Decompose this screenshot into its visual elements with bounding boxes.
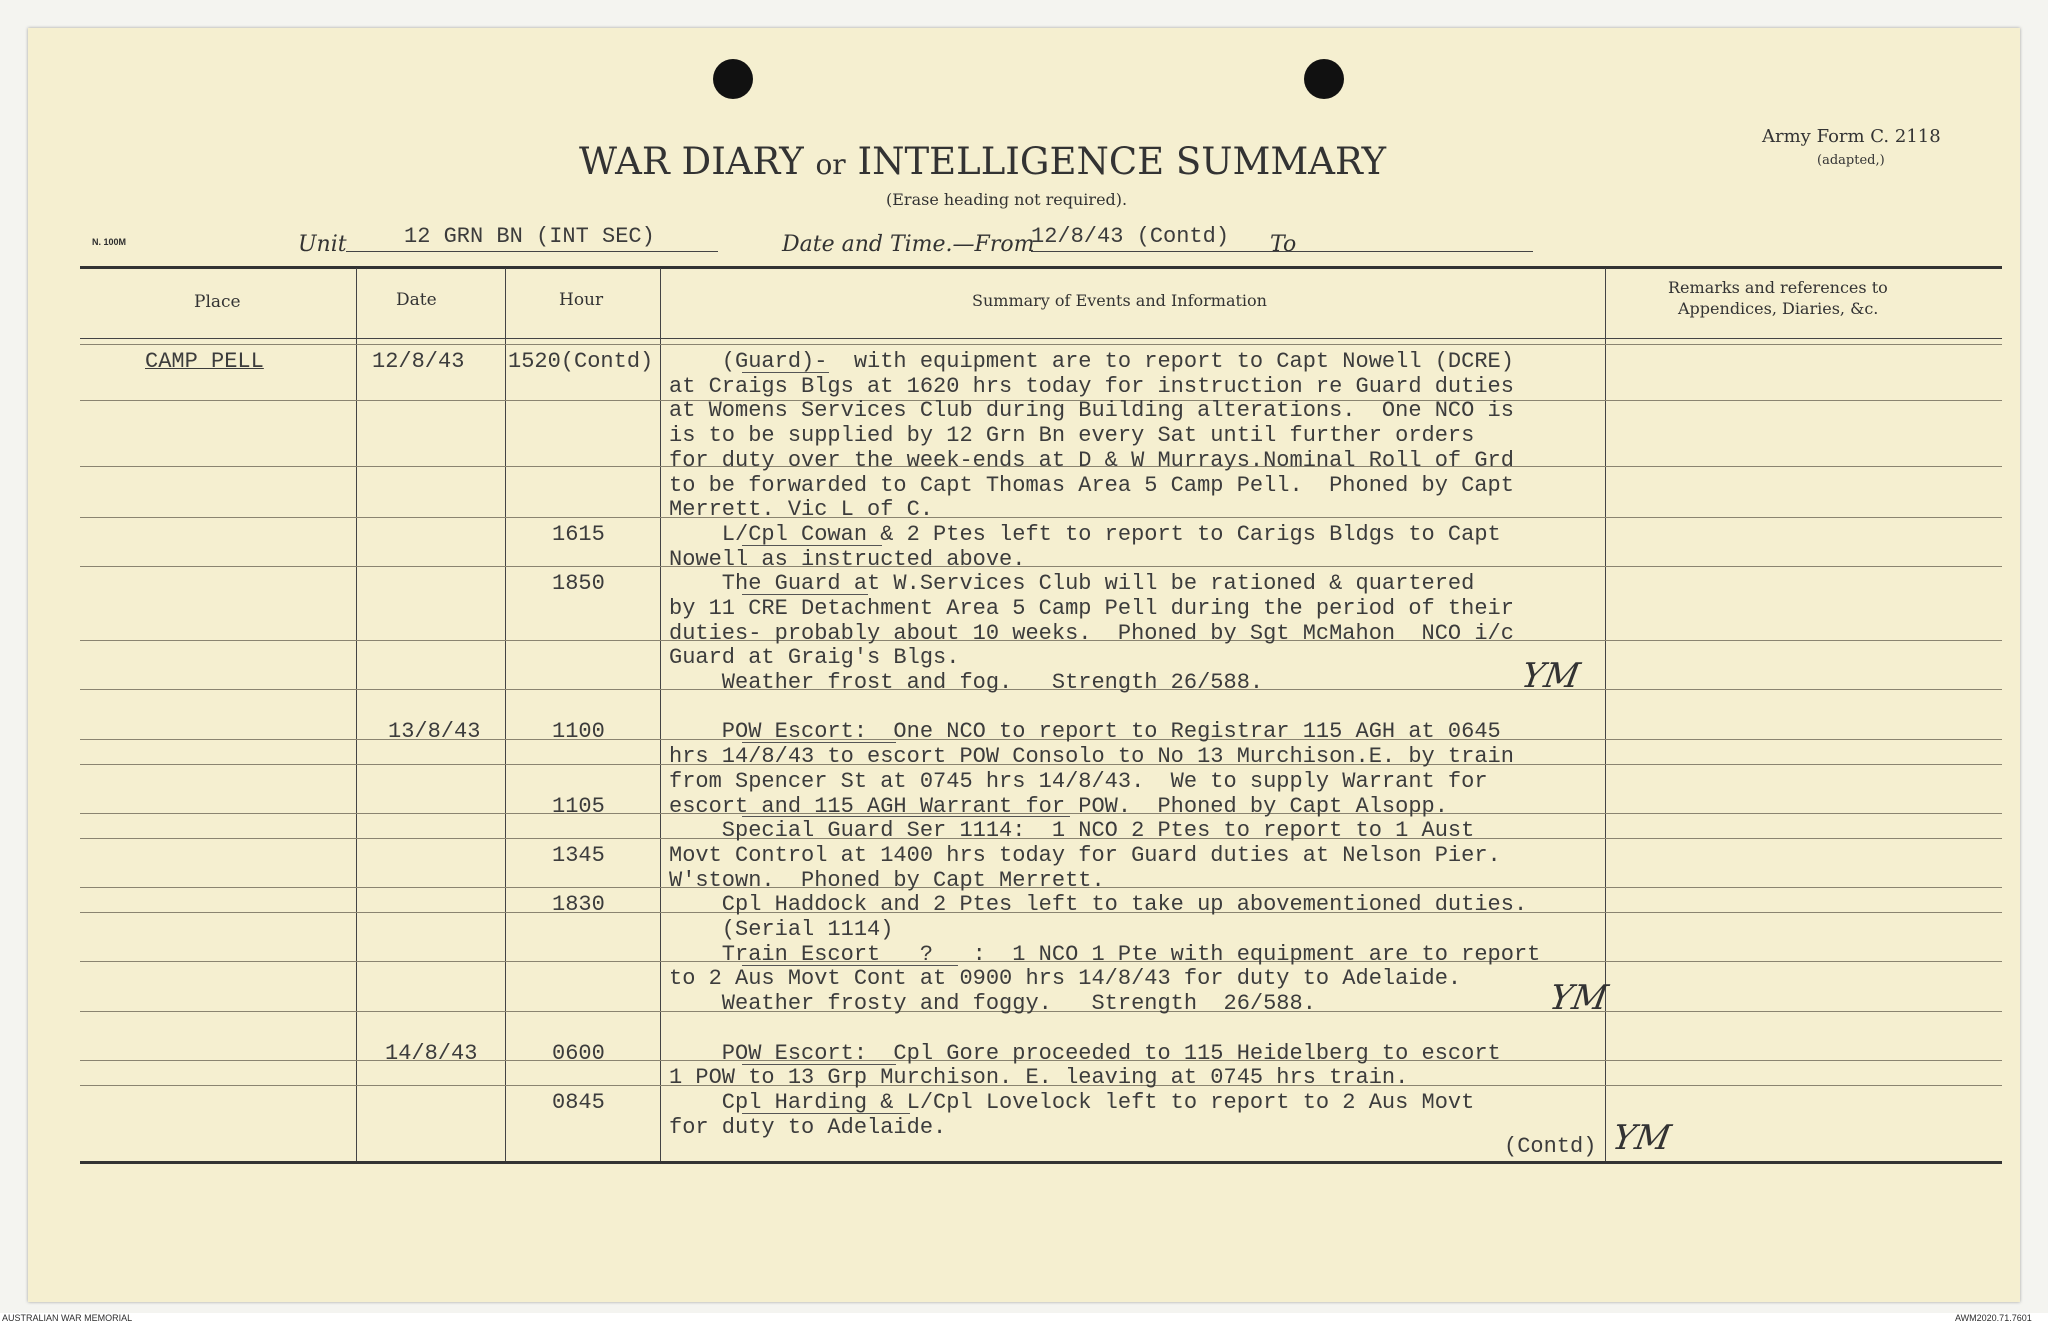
archive-footer — [0, 1313, 2048, 1324]
form-title: WAR DIARY or INTELLIGENCE SUMMARY — [579, 140, 1387, 183]
summary-line: (Serial 1114) — [669, 917, 894, 942]
underline-mark — [742, 372, 829, 373]
summary-line: The Guard at W.Services Club will be rationed & quartered — [669, 571, 1475, 596]
underline-mark — [742, 1064, 896, 1065]
summary-line: to 2 Aus Movt Cont at 0900 hrs 14/8/43 for duty to Adelaide. — [669, 966, 1462, 991]
summary-line: at Craigs Blgs at 1620 hrs today for instruction re Guard duties — [669, 374, 1514, 399]
summary-line: W'stown. Phoned by Capt Merrett. — [669, 868, 1105, 893]
hour-entry: 1830 — [552, 892, 605, 917]
summary-line: is to be supplied by 12 Grn Bn every Sat until further orders — [669, 423, 1475, 448]
summary-line: L/Cpl Cowan & 2 Ptes left to report to Carigs Bldgs to Capt — [669, 522, 1501, 547]
footer-reference: AWM2020.71.7601 — [1955, 1313, 2032, 1323]
ruled-line — [80, 344, 2002, 345]
table-bottom-rule — [80, 1161, 2002, 1164]
date-entry: 13/8/43 — [388, 719, 481, 744]
army-form-number: Army Form C. 2118 — [1762, 126, 1941, 147]
summary-line: Cpl Harding & L/Cpl Lovelock left to report to 2 Aus Movt — [669, 1090, 1475, 1115]
summary-line: POW Escort: Cpl Gore proceeded to 115 Heidelberg to escort — [669, 1041, 1501, 1066]
form-code: N. 100M — [92, 237, 127, 247]
initials-signature: YM — [1546, 978, 1611, 1018]
punch-hole-right — [1304, 59, 1344, 99]
hour-entry: 1105 — [552, 794, 605, 819]
column-header-remarks-line1: Remarks and references to — [1668, 278, 1888, 297]
column-header-remarks-line2: Appendices, Diaries, &c. — [1678, 299, 1879, 318]
summary-line: Special Guard Ser 1114: 1 NCO 2 Ptes to report to 1 Aust — [669, 818, 1475, 843]
column-header-date: Date — [396, 290, 437, 310]
column-header-place: Place — [194, 292, 241, 312]
summary-line: for duty to Adelaide. — [669, 1115, 947, 1140]
footer-institution: AUSTRALIAN WAR MEMORIAL — [2, 1313, 133, 1323]
summary-line: (Guard)- with equipment are to report to Capt Nowell (DCRE) — [669, 349, 1514, 374]
hour-entry: 1615 — [552, 522, 605, 547]
initials-signature: YM — [1609, 1118, 1674, 1158]
summary-line: Movt Control at 1400 hrs today for Guard duties at Nelson Pier. — [669, 843, 1501, 868]
hour-entry: 1345 — [552, 843, 605, 868]
initials-signature: YM — [1518, 656, 1583, 696]
summary-line: hrs 14/8/43 to escort POW Consolo to No 13 Murchison.E. by train — [669, 744, 1514, 769]
underline-mark — [742, 1113, 910, 1114]
hour-entry: 1100 — [552, 719, 605, 744]
column-divider-hour — [660, 268, 661, 1161]
summary-line: by 11 CRE Detachment Area 5 Camp Pell during the period of their — [669, 596, 1514, 621]
place-value: CAMP PELL — [145, 349, 264, 374]
unit-value: 12 GRN BN (INT SEC) — [404, 224, 655, 249]
unit-underline — [346, 251, 718, 252]
underline-mark — [742, 816, 1070, 817]
summary-line: from Spencer St at 0745 hrs 14/8/43. We to supply Warrant for — [669, 769, 1488, 794]
summary-line: at Womens Services Club during Building alterations. One NCO is — [669, 398, 1514, 423]
punch-hole-left — [713, 59, 753, 99]
date-to-label: To — [1270, 232, 1297, 257]
hour-entry: 1520(Contd) — [508, 349, 654, 374]
column-header-hour: Hour — [559, 290, 604, 310]
underline-mark — [742, 545, 882, 546]
summary-line: Weather frost and fog. Strength 26/588. — [669, 670, 1264, 695]
column-divider-date — [505, 268, 506, 1161]
date-label: Date and Time.—From — [782, 232, 1035, 257]
column-divider-place — [356, 268, 357, 1161]
date-from-value: 12/8/43 (Contd) — [1031, 224, 1230, 249]
summary-line: POW Escort: One NCO to report to Registrar 115 AGH at 0645 — [669, 719, 1501, 744]
summary-line: Cpl Haddock and 2 Ptes left to take up abovementioned duties. — [669, 892, 1528, 917]
summary-line: Merrett. Vic L of C. — [669, 497, 934, 522]
date-entry: 12/8/43 — [372, 349, 465, 374]
summary-line: to be forwarded to Capt Thomas Area 5 Camp Pell. Phoned by Capt — [669, 473, 1514, 498]
table-header-rule — [80, 338, 2002, 339]
underline-mark — [742, 742, 896, 743]
table-top-rule — [80, 266, 2002, 269]
form-subtitle: (Erase heading not required). — [886, 190, 1128, 209]
date-underline — [1031, 251, 1533, 252]
unit-label: Unit — [298, 232, 347, 257]
summary-line: Weather frosty and foggy. Strength 26/588. — [669, 991, 1316, 1016]
summary-line: Nowell as instructed above. — [669, 547, 1026, 572]
underline-mark — [742, 594, 868, 595]
hour-entry: 0845 — [552, 1090, 605, 1115]
continued-note: (Contd) — [1504, 1134, 1597, 1159]
summary-line: Guard at Graig's Blgs. — [669, 645, 960, 670]
column-header-summary: Summary of Events and Information — [972, 291, 1267, 310]
ruled-line — [80, 566, 2002, 567]
summary-line: for duty over the week-ends at D & W Murrays.Nominal Roll of Grd — [669, 448, 1514, 473]
date-entry: 14/8/43 — [385, 1041, 478, 1066]
summary-line: duties- probably about 10 weeks. Phoned by Sgt McMahon NCO i/c — [669, 621, 1514, 646]
summary-line: escort and 115 AGH Warrant for POW. Phoned by Capt Alsopp. — [669, 794, 1448, 819]
summary-line: Train Escort ? : 1 NCO 1 Pte with equipment are to report — [669, 942, 1541, 967]
army-form-adapted: (adapted,) — [1817, 153, 1885, 168]
diary-page — [28, 28, 2020, 1302]
column-divider-summary — [1605, 268, 1606, 1161]
hour-entry: 1850 — [552, 571, 605, 596]
summary-line: 1 POW to 13 Grp Murchison. E. leaving at 0745 hrs train. — [669, 1065, 1409, 1090]
hour-entry: 0600 — [552, 1041, 605, 1066]
underline-mark — [742, 965, 958, 966]
ruled-line — [80, 517, 2002, 518]
